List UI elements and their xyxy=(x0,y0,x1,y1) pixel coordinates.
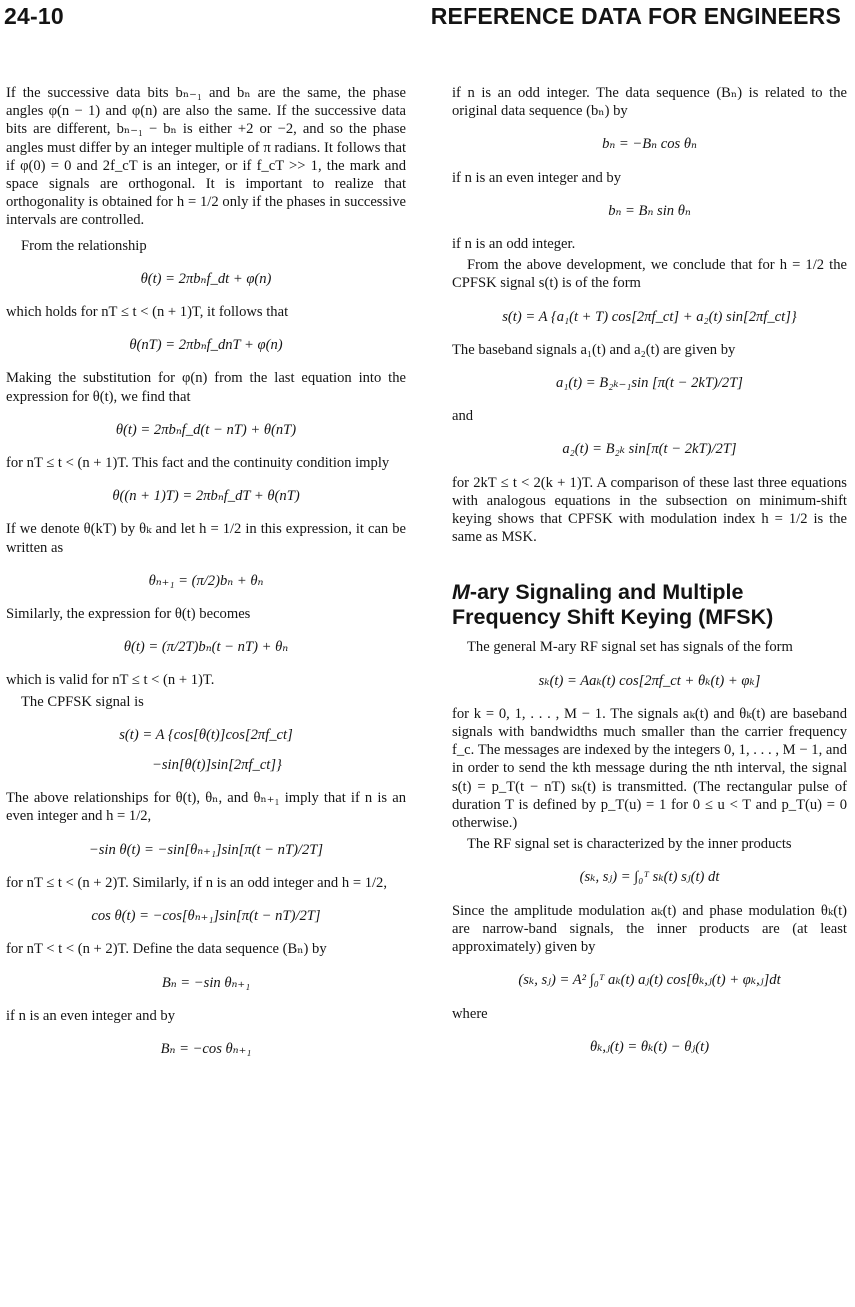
paragraph: From the above development, we conclude that for h = 1/2 the CPFSK signal s(t) is of the form xyxy=(452,257,847,292)
paragraph: The RF signal set is characterized by the inner products xyxy=(467,836,792,853)
paragraph: for 2kT ≤ t < 2(k + 1)T. A comparison of these last three equations with analogous equations in the subsection on minimum-shift keying shows that CPFSK with modulation index h = 1/2 is the same as MSK. xyxy=(452,474,847,546)
page-header xyxy=(0,0,855,36)
paragraph: From the relationship xyxy=(21,237,147,254)
equation: s(t) = A {cos[θ(t)]cos[2πf_ct] xyxy=(119,726,293,743)
equation: θ(t) = 2πbₙf_d(t − nT) + θ(nT) xyxy=(115,421,297,438)
equation: Bₙ = −sin θₙ₊₁ xyxy=(161,974,251,991)
equation: (sₖ, sⱼ) = A² ∫₀ᵀ aₖ(t) aⱼ(t) cos[θₖ,ⱼ(t) + φₖ,ⱼ]dt xyxy=(518,972,781,989)
equation: θ(t) = (π/2T)bₙ(t − nT) + θₙ xyxy=(123,639,289,656)
equation: (sₖ, sⱼ) = ∫₀ᵀ sₖ(t) sⱼ(t) dt xyxy=(579,869,720,886)
paragraph: The general M-ary RF signal set has signals of the form xyxy=(467,639,793,656)
paragraph: The above relationships for θ(t), θₙ, and θₙ₊₁ imply that if n is an even integer and h = 1/2, xyxy=(6,790,406,825)
paragraph: Since the amplitude modulation aₖ(t) and phase modulation θₖ(t) are narrow-band signals, the inner products are (at least approximately) given by xyxy=(452,902,847,956)
paragraph: if n is an even integer and by xyxy=(6,1007,175,1024)
paragraph: if n is an odd integer. xyxy=(452,236,576,253)
paragraph: where xyxy=(452,1005,488,1022)
equation: bₙ = Bₙ sin θₙ xyxy=(608,202,691,219)
equation: −sin θ(t) = −sin[θₙ₊₁]sin[π(t − nT)/2T] xyxy=(88,841,324,858)
paragraph: which holds for nT ≤ t < (n + 1)T, it follows that xyxy=(6,304,289,321)
equation: sₖ(t) = Aaₖ(t) cos[2πf_ct + θₖ(t) + φₖ] xyxy=(538,672,761,689)
paragraph: Similarly, the expression for θ(t) becomes xyxy=(6,606,251,623)
equation: θₖ,ⱼ(t) = θₖ(t) − θⱼ(t) xyxy=(589,1038,710,1055)
paragraph: which is valid for nT ≤ t < (n + 1)T. xyxy=(6,672,215,689)
right-column xyxy=(452,84,847,1056)
equation: bₙ = −Bₙ cos θₙ xyxy=(602,136,697,153)
equation: Bₙ = −cos θₙ₊₁ xyxy=(160,1040,252,1057)
equation: s(t) = A {a₁(t + T) cos[2πf_ct] + a₂(t) sin[2πf_ct]} xyxy=(502,308,797,325)
paragraph: if n is an even integer and by xyxy=(452,169,621,186)
paragraph: The CPFSK signal is xyxy=(21,693,144,710)
paragraph: If we denote θ(kT) by θₖ and let h = 1/2 in this expression, it can be written as xyxy=(6,521,406,556)
equation: θₙ₊₁ = (π/2)bₙ + θₙ xyxy=(148,572,264,589)
paragraph: for nT ≤ t < (n + 1)T. This fact and the continuity condition imply xyxy=(6,455,390,472)
equation: −sin[θ(t)]sin[2πf_ct]} xyxy=(130,757,282,774)
equation: cos θ(t) = −cos[θₙ₊₁]sin[π(t − nT)/2T] xyxy=(91,908,321,925)
equation: θ(nT) = 2πbₙf_dnT + φ(n) xyxy=(129,337,283,354)
equation: a₁(t) = B₂ₖ₋₁sin [π(t − 2kT)/2T] xyxy=(555,375,743,392)
paragraph: If the successive data bits bₙ₋₁ and bₙ are the same, the phase angles φ(n − 1) and φ(n) are also the same. If the successive data bits are different, bₙ₋₁ − bₙ is either +2 or −2, and so the phase angles must differ by an integer multiple of π radians. It follows that if φ(0) = 0 and 2f_cT is an integer, or if f_cT >> 1, the mark and space signals are orthogonal. It is important to realize that orthogonality is obtained for h = 1/2 only if the phases in successive intervals are controlled. xyxy=(6,85,406,229)
paragraph: for k = 0, 1, . . . , M − 1. The signals aₖ(t) and θₖ(t) are baseband signals with bandwidths much smaller than the carrier frequency f_c. The messages are indexed by the integers 0, 1, . . . , M − 1, and in order to send the kth message during the nth interval, the signal s(t) = p_T(t − nT) sₖ(t) is transmitted. (The rectangular pulse of duration T is defined by p_T(u) = 1 for 0 ≤ u < T and p_T(u) = 0 otherwise.) xyxy=(452,705,847,832)
equation: θ((n + 1)T) = 2πbₙf_dT + θ(nT) xyxy=(112,488,300,505)
section-heading-text: -ary Signaling and Multiple Frequency Shift Keying (MFSK) xyxy=(452,580,774,630)
left-column xyxy=(6,84,406,1058)
running-title: REFERENCE DATA FOR ENGINEERS xyxy=(430,3,841,29)
paragraph: if n is an odd integer. The data sequence (Bₙ) is related to the original data sequence (bₙ) by xyxy=(452,85,847,120)
page-number: 24-10 xyxy=(4,3,64,29)
section-heading-letter: M xyxy=(452,580,470,605)
section-heading xyxy=(452,580,847,630)
paragraph: and xyxy=(452,408,474,425)
equation: θ(t) = 2πbₙf_dt + φ(n) xyxy=(140,270,272,287)
paragraph: for nT < t < (n + 2)T. Define the data sequence (Bₙ) by xyxy=(6,941,327,958)
paragraph: for nT ≤ t < (n + 2)T. Similarly, if n is an odd integer and h = 1/2, xyxy=(6,874,387,891)
paragraph: Making the substitution for φ(n) from the last equation into the expression for θ(t), we find that xyxy=(6,370,406,405)
equation: a₂(t) = B₂ₖ sin[π(t − 2kT)/2T] xyxy=(562,441,737,458)
paragraph: The baseband signals a₁(t) and a₂(t) are given by xyxy=(452,341,736,358)
